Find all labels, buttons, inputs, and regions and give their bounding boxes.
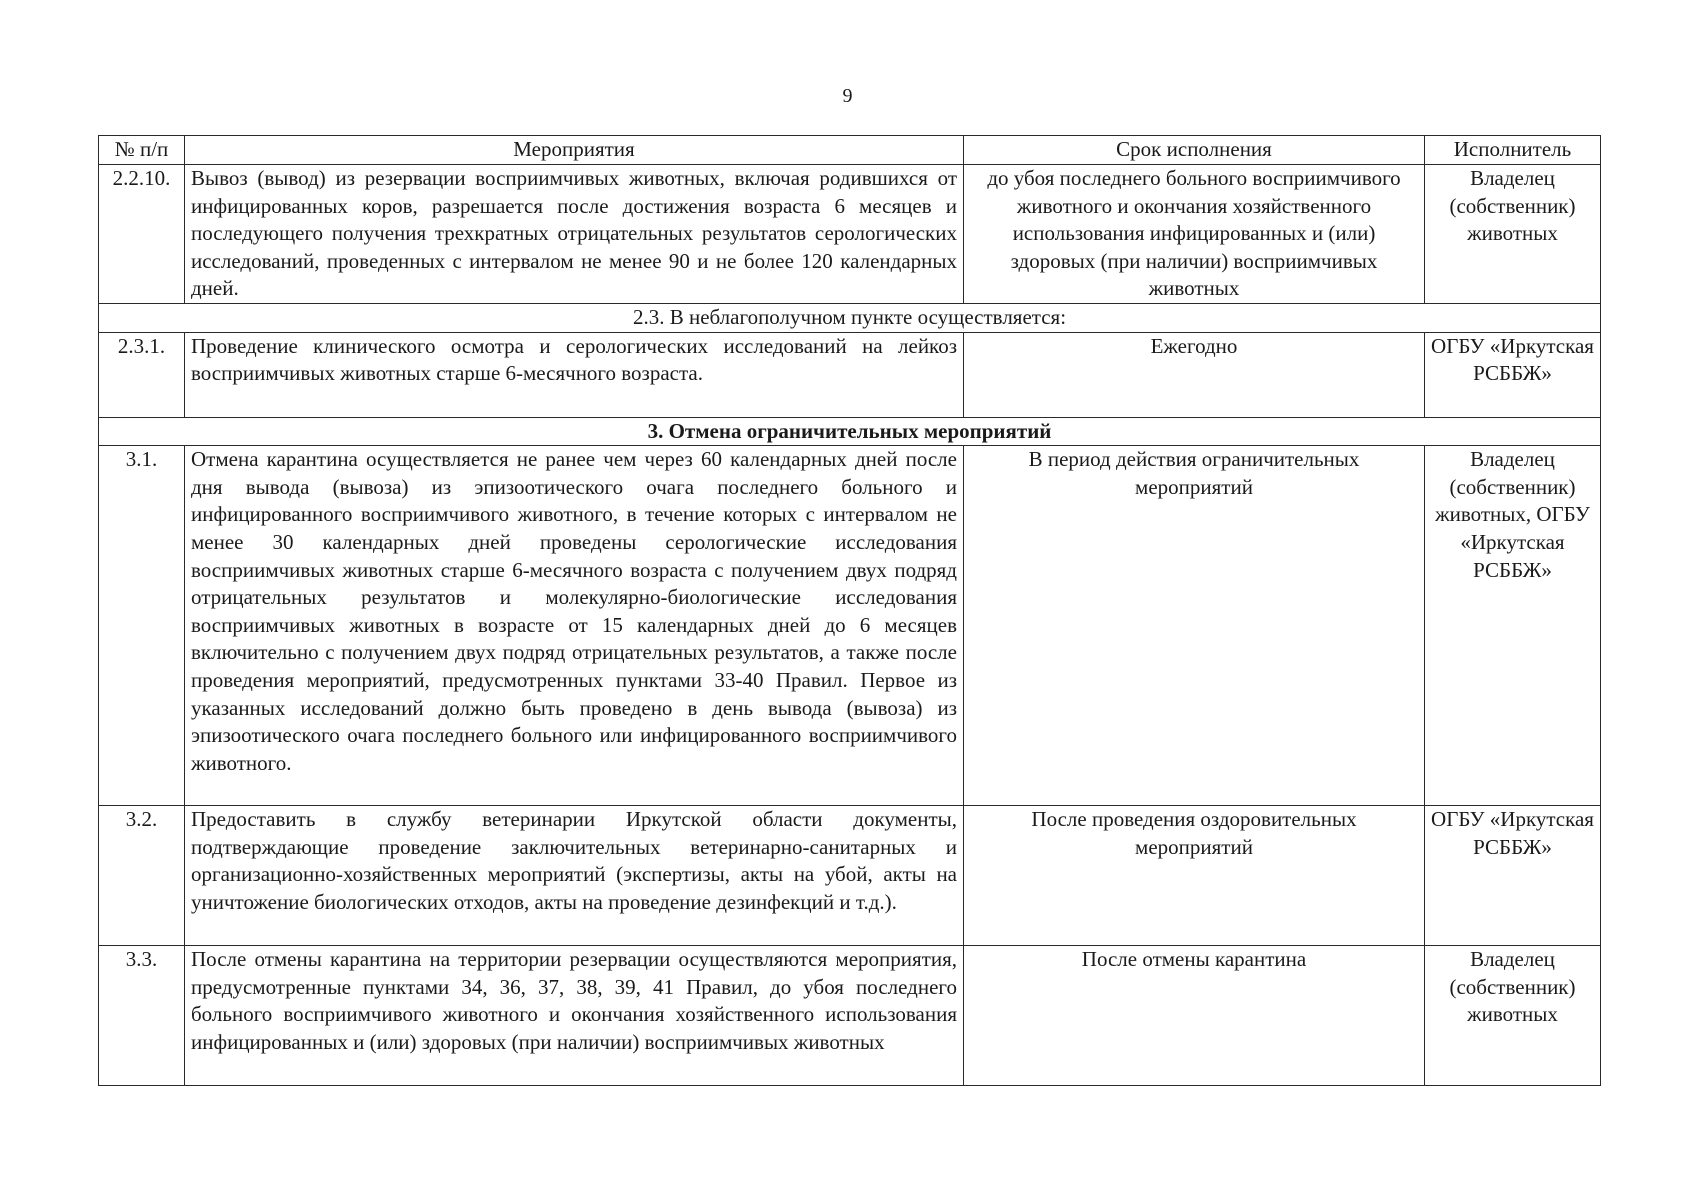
row-term: После отмены карантина [964, 946, 1425, 1086]
row-executor: ОГБУ «Иркутская РСББЖ» [1425, 332, 1601, 417]
header-executor: Исполнитель [1425, 136, 1601, 165]
row-number: 3.2. [99, 806, 185, 946]
page-number: 9 [842, 85, 853, 107]
row-activity: Вывоз (вывод) из резервации восприимчивых животных, включая родившихся от инфицированных коров, разрешается после достижения возраста 6 месяцев и последующего получения трехкратных отрицательных результатов серологических исследований, проведенных с интервалом не менее 90 и не более 120 календарных дней. [185, 165, 964, 304]
header-term: Срок исполнения [964, 136, 1425, 165]
subheading: 2.3. В неблагополучном пункте осуществляется: [99, 304, 1601, 333]
row-term: После проведения оздоровительных мероприятий [964, 806, 1425, 946]
row-term: до убоя последнего больного восприимчивого животного и окончания хозяйственного использования инфицированных и (или) здоровых (при наличии) восприимчивых животных [964, 165, 1425, 304]
row-executor: ОГБУ «Иркутская РСББЖ» [1425, 806, 1601, 946]
row-executor: Владелец (собственник) животных [1425, 946, 1601, 1086]
row-executor: Владелец (собственник) животных, ОГБУ «Иркутская РСББЖ» [1425, 446, 1601, 806]
row-activity: Проведение клинического осмотра и серологических исследований на лейкоз восприимчивых животных старше 6-месячного возраста. [185, 332, 964, 417]
measures-table [98, 135, 1601, 1086]
table-row [99, 946, 1601, 1086]
section-heading: 3. Отмена ограничительных мероприятий [99, 417, 1601, 446]
table-row [99, 332, 1601, 417]
section-row [99, 417, 1601, 446]
header-activity: Мероприятия [185, 136, 964, 165]
table-header-row [99, 136, 1601, 165]
row-activity: После отмены карантина на территории резервации осуществляются мероприятия, предусмотренные пунктами 34, 36, 37, 38, 39, 41 Правил, до убоя последнего больного восприимчивого животного и окончания хозяйственного использования инфицированных и (или) здоровых (при наличии) восприимчивых животных [185, 946, 964, 1086]
table-row [99, 165, 1601, 304]
row-number: 3.3. [99, 946, 185, 1086]
row-term: Ежегодно [964, 332, 1425, 417]
row-number: 2.3.1. [99, 332, 185, 417]
table-row [99, 806, 1601, 946]
row-number: 3.1. [99, 446, 185, 806]
subheading-row [99, 304, 1601, 333]
table-row [99, 446, 1601, 806]
row-executor: Владелец (собственник) животных [1425, 165, 1601, 304]
header-number: № п/п [99, 136, 185, 165]
row-number: 2.2.10. [99, 165, 185, 304]
row-activity: Предоставить в службу ветеринарии Иркутской области документы, подтверждающие проведение заключительных ветеринарно-санитарных и организационно-хозяйственных мероприятий (экспертизы, акты на убой, акты на уничтожение биологических отходов, акты на проведение дезинфекций и т.д.). [185, 806, 964, 946]
row-term: В период действия ограничительных мероприятий [964, 446, 1425, 806]
row-activity: Отмена карантина осуществляется не ранее чем через 60 календарных дней после дня вывода (вывоза) из эпизоотического очага последнего больного и инфицированного восприимчивого животного, в течение которых с интервалом не менее 30 календарных дней проведены серологические исследования восприимчивых животных старше 6-месячного возраста с получением двух подряд отрицательных результатов и молекулярно-биологические исследования восприимчивых животных в возрасте от 15 календарных дней до 6 месяцев включительно с получением двух подряд отрицательных результатов, а также после проведения мероприятий, предусмотренных пунктами 33-40 Правил. Первое из указанных исследований должно быть проведено в день вывода (вывоза) из эпизоотического очага последнего больного или инфицированного восприимчивого животного. [185, 446, 964, 806]
